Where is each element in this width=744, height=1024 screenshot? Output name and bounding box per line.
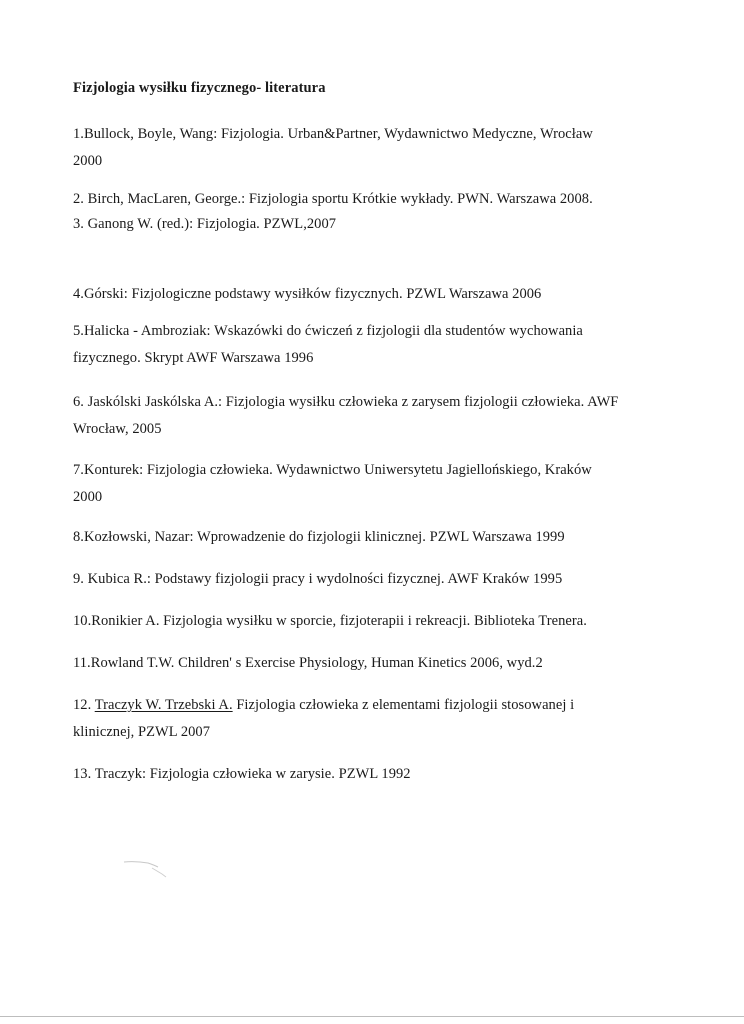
document-title: Fizjologia wysiłku fizycznego- literatura	[73, 80, 326, 96]
reference-text: 1.Bullock, Boyle, Wang: Fizjologia. Urban&Partner, Wydawnictwo Medyczne, Wrocław	[73, 126, 593, 142]
reference-text: 4.Górski: Fizjologiczne podstawy wysiłków fizycznych. PZWL Warszawa 2006	[73, 286, 542, 302]
reference-text: 2. Birch, MacLaren, George.: Fizjologia sportu Krótkie wykłady. PWN. Warszawa 2008.	[73, 191, 593, 207]
reference-text: 9. Kubica R.: Podstawy fizjologii pracy i wydolności fizycznej. AWF Kraków 1995	[73, 571, 563, 587]
reference-authors: Traczyk W. Trzebski A.	[94, 697, 233, 713]
reference-entry-6	[73, 389, 633, 443]
page-bottom-edge	[0, 1016, 744, 1017]
reference-number: 12.	[73, 697, 95, 713]
reference-text: 10.Ronikier A. Fizjologia wysiłku w sporcie, fizjoterapii i rekreacji. Biblioteka Trenera.	[73, 613, 587, 629]
reference-text-continued: klinicznej, PZWL 2007	[73, 724, 211, 740]
reference-text: 11.Rowland T.W. Children' s Exercise Physiology, Human Kinetics 2006, wyd.2	[73, 655, 543, 671]
reference-entry-1	[73, 121, 633, 175]
reference-title: Fizjologia człowieka z elementami fizjologii stosowanej i	[232, 697, 575, 713]
reference-text: 5.Halicka - Ambroziak: Wskazówki do ćwiczeń z fizjologii dla studentów wychowania	[73, 323, 583, 339]
reference-text-continued: 2000	[73, 489, 103, 505]
reference-entry-4	[73, 281, 633, 308]
reference-text: 8.Kozłowski, Nazar: Wprowadzenie do fizjologii klinicznej. PZWL Warszawa 1999	[73, 529, 565, 545]
reference-entry-13	[73, 761, 633, 788]
scan-artifact-mark	[122, 858, 170, 878]
reference-text: 6. Jaskólski Jaskólska A.: Fizjologia wysiłku człowieka z zarysem fizjologii człowieka. AWF	[73, 394, 619, 410]
reference-entry-12	[73, 692, 633, 746]
reference-entry-2	[73, 186, 633, 213]
reference-text: 13. Traczyk: Fizjologia człowieka w zarysie. PZWL 1992	[73, 766, 411, 782]
reference-entry-8	[73, 524, 633, 551]
reference-entry-3	[73, 211, 633, 238]
reference-text: 7.Konturek: Fizjologia człowieka. Wydawnictwo Uniwersytetu Jagiellońskiego, Kraków	[73, 462, 592, 478]
reference-text-continued: Wrocław, 2005	[73, 421, 162, 437]
reference-entry-9	[73, 566, 633, 593]
reference-text	[73, 692, 633, 719]
reference-entry-7	[73, 457, 633, 511]
reference-text-continued: fizycznego. Skrypt AWF Warszawa 1996	[73, 350, 314, 366]
reference-text: 3. Ganong W. (red.): Fizjologia. PZWL,2007	[73, 216, 337, 232]
reference-text-continued: 2000	[73, 153, 103, 169]
reference-entry-11	[73, 650, 633, 677]
reference-entry-5	[73, 318, 633, 372]
reference-entry-10	[73, 608, 633, 635]
